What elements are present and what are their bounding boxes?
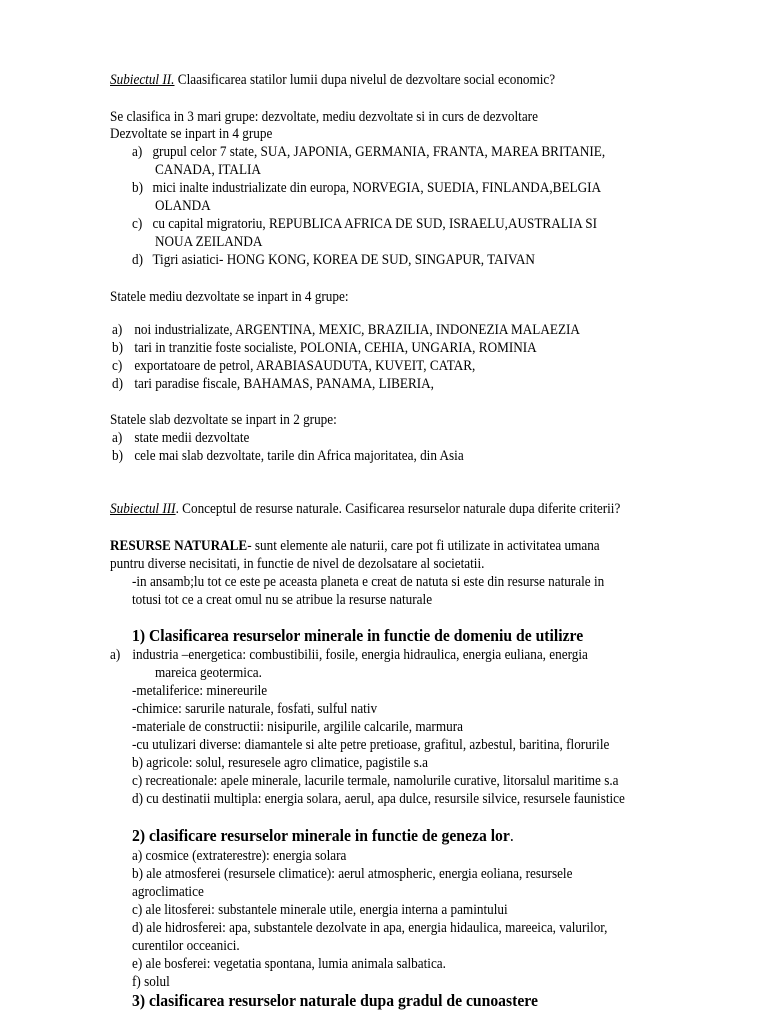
s2-weak-item-a: a) state medii dezvoltate bbox=[112, 430, 250, 446]
s2-intro-2: Dezvoltate se inpart in 4 grupe bbox=[110, 126, 273, 142]
s2-dev-item-c-cont: NOUA ZEILANDA bbox=[155, 234, 263, 250]
s3-subheading-1: 1) Clasificarea resurselor minerale in functie de domeniu de utilizre bbox=[132, 626, 584, 645]
s3-subheading-3: 3) clasificarea resurselor naturale dupa gradul de cunoastere bbox=[132, 991, 538, 1010]
s2-intro-1: Se clasifica in 3 mari grupe: dezvoltate, mediu dezvoltate si in curs de dezvoltare bbox=[110, 109, 538, 125]
s2-weak-intro: Statele slab dezvoltate se inpart in 2 grupe: bbox=[110, 412, 337, 428]
s3-title: . Conceptul de resurse naturale. Casificarea resurselor naturale dupa diferite criterii? bbox=[175, 501, 621, 517]
s3-c1-line-7: b) agricole: solul, resuresele agro climatice, pagistile s.a bbox=[132, 755, 429, 771]
s3-subheading-2: 2) clasificare resurselor minerale in functie de geneza lor. bbox=[132, 826, 514, 845]
s3-c1-line-2: mareica geotermica. bbox=[155, 665, 262, 681]
s3-definition: RESURSE NATURALE- sunt elemente ale naturii, care pot fi utilizate in activitatea umana bbox=[110, 538, 600, 554]
s2-title: Claasificarea statilor lumii dupa nivelul de dezvoltare social economic? bbox=[174, 72, 556, 88]
s3-def-line-4: totusi tot ce a creat omul nu se atribue la resurse naturale bbox=[132, 592, 433, 608]
s3-heading bbox=[110, 501, 659, 519]
s2-heading bbox=[110, 72, 589, 90]
s3-def-line-2: puntru diverse necisitati, in functie de nivel de dezolsatare al societatii. bbox=[110, 556, 485, 572]
s3-def-term: RESURSE NATURALE bbox=[110, 538, 248, 554]
s3-c2-line-5: d) ale hidrosferei: apa, substantele dezolvate in apa, energia hidaulica, mareeica, valurilor, bbox=[132, 920, 608, 936]
s3-c1-line-3: -metaliferice: minereurile bbox=[132, 683, 268, 699]
s3-c2-line-3: agroclimatice bbox=[132, 884, 204, 900]
s3-c2-line-2: b) ale atmosferei (resursele climatice): aerul atmospheric, energia eoliana, resursele bbox=[132, 866, 573, 882]
s2-dev-item-d: d) Tigri asiatici- HONG KONG, KOREA DE SUD, SINGAPUR, TAIVAN bbox=[132, 252, 535, 268]
s2-mid-item-c: c) exportatoare de petrol, ARABIASAUDUTA, KUVEIT, CATAR, bbox=[112, 358, 476, 374]
s3-c1-line-6: -cu utulizari diverse: diamantele si alte petre pretioase, grafitul, azbestul, baritina, florurile bbox=[132, 737, 610, 753]
s3-c2-line-7: e) ale bosferei: vegetatia spontana, lumia animala salbatica. bbox=[132, 956, 446, 972]
s3-c2-line-6: curentilor occeanici. bbox=[132, 938, 240, 954]
s3-c1-line-9: d) cu destinatii multipla: energia solara, aerul, apa dulce, resursile silvice, resursele faunistice bbox=[132, 791, 625, 807]
s3-c2-line-8: f) solul bbox=[132, 974, 170, 990]
s2-label: Subiectul II. bbox=[110, 72, 175, 88]
s3-c2-line-1: a) cosmice (extraterestre): energia solara bbox=[132, 848, 347, 864]
s2-dev-item-b-cont: OLANDA bbox=[155, 198, 211, 214]
s2-mid-item-b: b) tari in tranzitie foste socialiste, POLONIA, CEHIA, UNGARIA, ROMINIA bbox=[112, 340, 537, 356]
s3-def-line-3: -in ansamb;lu tot ce este pe aceasta planeta e creat de natuta si este din resurse naturale in bbox=[132, 574, 605, 590]
s2-dev-item-c: c) cu capital migratoriu, REPUBLICA AFRICA DE SUD, ISRAELU,AUSTRALIA SI bbox=[132, 216, 598, 232]
s2-mid-intro: Statele mediu dezvoltate se inpart in 4 grupe: bbox=[110, 289, 349, 305]
s3-c1-line-8: c) recreationale: apele minerale, lacurile termale, namolurile curative, litorsalul maritime s.a bbox=[132, 773, 619, 789]
s3-c1-line-4: -chimice: sarurile naturale, fosfati, sulful nativ bbox=[132, 701, 378, 717]
s2-dev-item-a: a) grupul celor 7 state, SUA, JAPONIA, GERMANIA, FRANTA, MAREA BRITANIE, bbox=[132, 144, 606, 160]
s2-mid-item-d: d) tari paradise fiscale, BAHAMAS, PANAMA, LIBERIA, bbox=[112, 376, 434, 392]
s2-weak-item-b: b) cele mai slab dezvoltate, tarile din Africa majoritatea, din Asia bbox=[112, 448, 464, 464]
s3-label: Subiectul III bbox=[110, 501, 176, 517]
s3-c2-line-4: c) ale litosferei: substantele minerale utile, energia interna a pamintului bbox=[132, 902, 508, 918]
s2-mid-item-a: a) noi industrializate, ARGENTINA, MEXIC, BRAZILIA, INDONEZIA MALAEZIA bbox=[112, 322, 580, 338]
s2-dev-item-b: b) mici inalte industrializate din europa, NORVEGIA, SUEDIA, FINLANDA,BELGIA bbox=[132, 180, 602, 196]
s3-c1-line-1: a) industria –energetica: combustibilii, fosile, energia hidraulica, energia euliana, energia bbox=[110, 647, 588, 663]
s2-dev-item-a-cont: CANADA, ITALIA bbox=[155, 162, 261, 178]
s3-c1-line-5: -materiale de constructii: nisipurile, argilile calcarile, marmura bbox=[132, 719, 463, 735]
